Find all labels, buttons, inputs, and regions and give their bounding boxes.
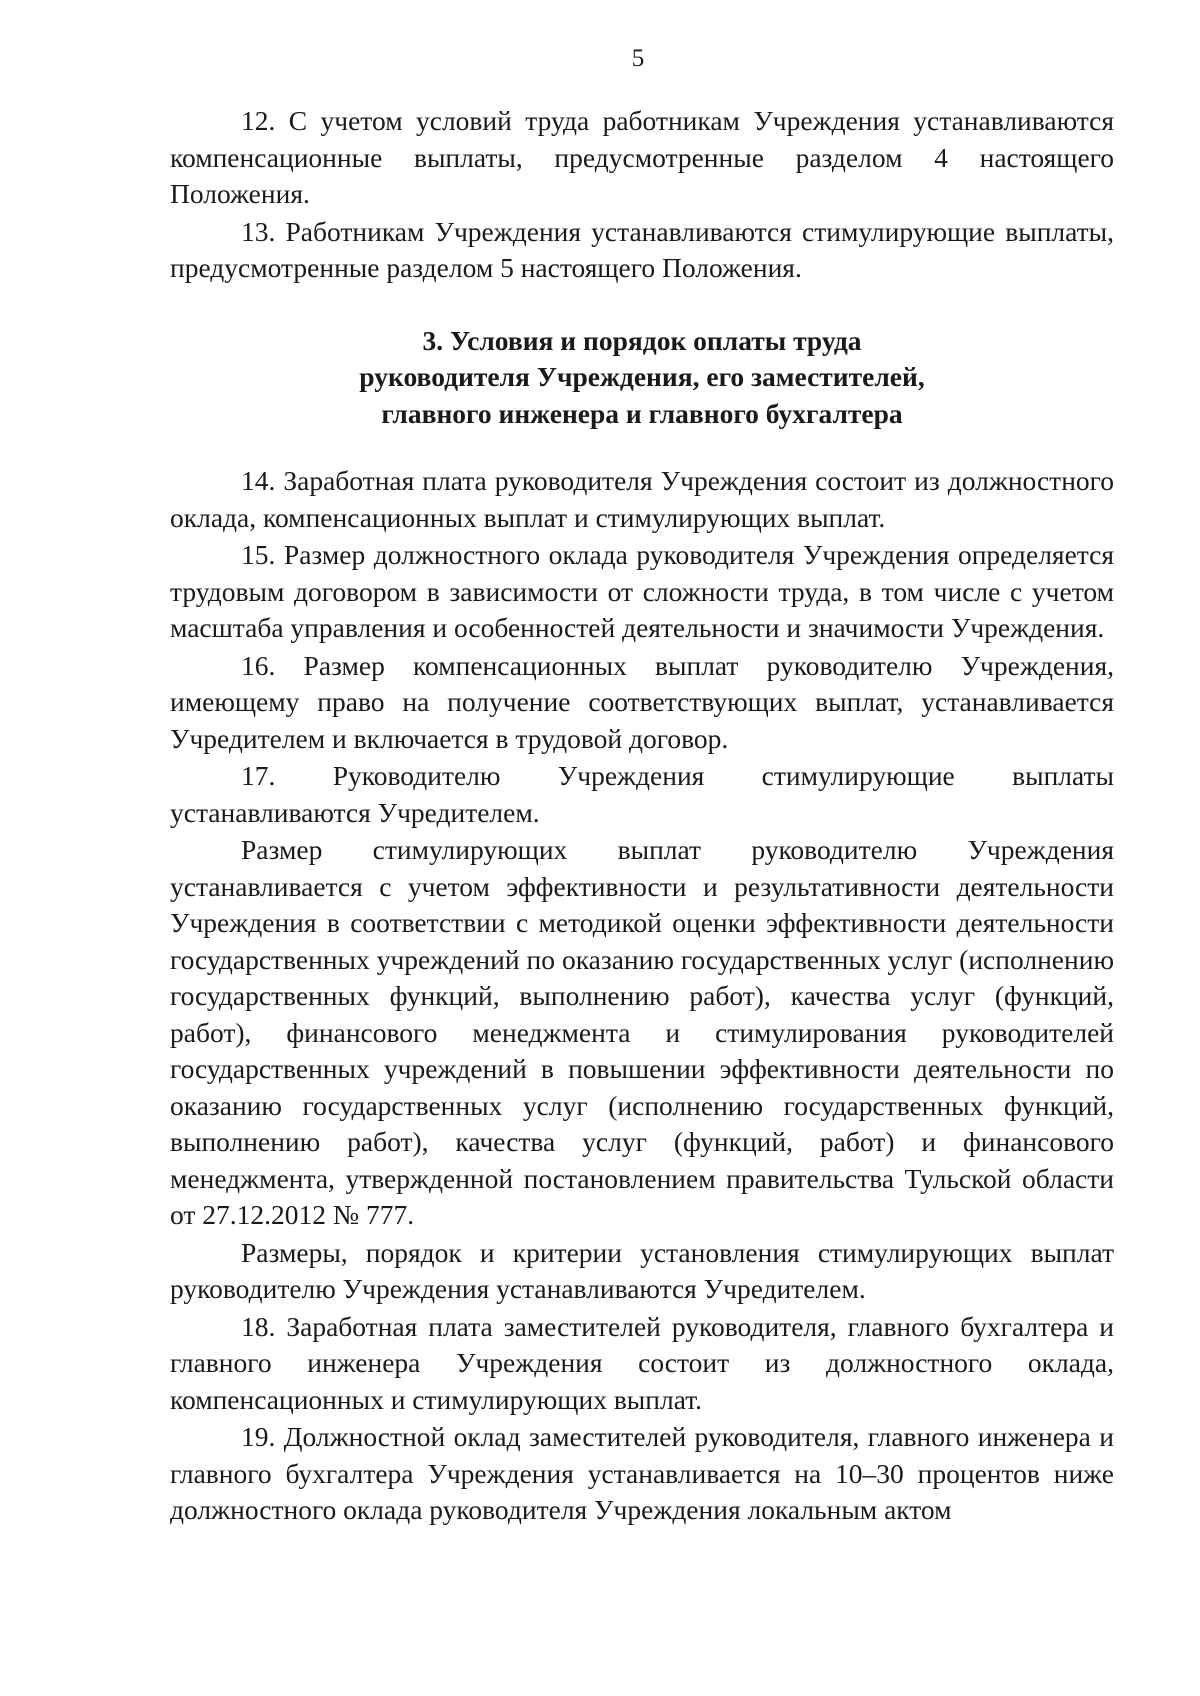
- paragraph-13: 13. Работникам Учреждения устанавливаются стимулирующие выплаты, предусмотренные разделом 5 настоящего Положения.: [170, 215, 1114, 283]
- paragraph-12: 12. С учетом условий труда работникам Учреждения устанавливаются компенсационные выплаты, предусмотренные разделом 4 настоящего Положения.: [170, 105, 1114, 209]
- paragraph-17-stimulus-size: Размер стимулирующих выплат руководителю Учреждения устанавливается с учетом эффективности и результативности деятельности Учреждения в соответствии с методикой оценки эффективности деятельности государственных учреждений по оказанию государственных услуг (исполнению государственных функций, выполнению работ), качества услуг (функций, работ), финансового менеджмента и стимулирования руководителей государственных учреждений в повышении эффективности деятельности по оказанию государственных услуг (исполнению государственных функций, выполнению работ), качества услуг (функций, работ) и финансового менеджмента, утвержденной постановлением правительства Тульской области от 27.12.2012 № 777.: [170, 834, 1114, 1230]
- paragraph-16: 16. Размер компенсационных выплат руководителю Учреждения, имеющему право на получение соответствующих выплат, устанавливается Учредителем и включается в трудовой договор.: [170, 649, 1114, 754]
- paragraph-14: 14. Заработная плата руководителя Учреждения состоит из должностного оклада, компенсационных выплат и стимулирующих выплат.: [170, 465, 1114, 533]
- paragraph-18: 18. Заработная плата заместителей руководителя, главного бухгалтера и главного инженера Учреждения состоит из должностного оклада, компенсационных и стимулирующих выплат.: [170, 1310, 1114, 1415]
- section-heading-line: руководителя Учреждения, его заместителей,: [359, 361, 925, 392]
- section-3-heading: [170, 323, 1114, 433]
- page-number: 5: [631, 45, 645, 72]
- paragraph-17-stimulus-criteria: Размеры, порядок и критерии установления стимулирующих выплат руководителю Учреждения устанавливаются Учредителем.: [170, 1236, 1114, 1304]
- document-body: [170, 103, 1114, 1529]
- section-heading-line: главного инженера и главного бухгалтера: [381, 397, 903, 429]
- paragraph-15: 15. Размер должностного оклада руководителя Учреждения определяется трудовым договором в зависимости от сложности труда, в том числе с учетом масштаба управления и особенностей деятельности и значимости Учреждения.: [170, 539, 1114, 643]
- paragraph-17: 17. Руководителю Учреждения стимулирующие выплаты устанавливаются Учредителем.: [170, 760, 1114, 828]
- section-heading-line: 3. Условия и порядок оплаты труда: [422, 324, 862, 356]
- paragraph-19: 19. Должностной оклад заместителей руководителя, главного инженера и главного бухгалтера Учреждения устанавливается на 10–30 процентов ниже должностного оклада руководителя Учреждения локальным актом: [170, 1421, 1114, 1525]
